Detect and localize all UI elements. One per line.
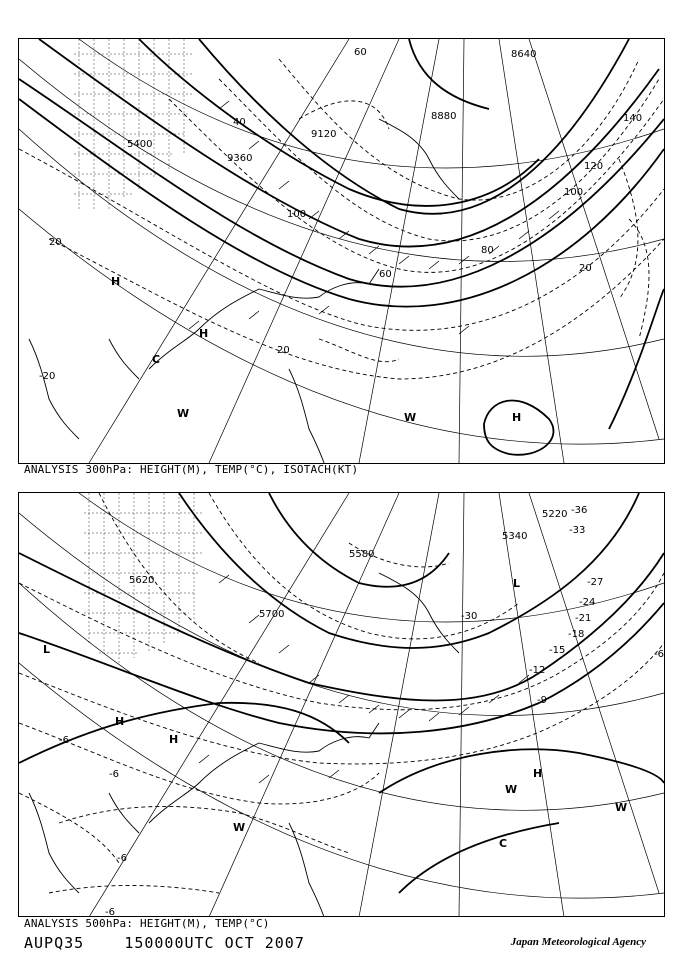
product-id: AUPQ35	[24, 934, 85, 952]
isotach-label-80: 80	[481, 245, 494, 256]
isotach-label-20c: 20	[277, 345, 290, 356]
temp-label-minus6d: -6	[105, 907, 115, 917]
high-center-3: H	[512, 411, 522, 424]
map-500hpa-canvas	[19, 493, 664, 917]
warm-center-3: W	[615, 801, 628, 814]
height-label-5340: 5340	[502, 531, 528, 542]
isotach-label-100b: 100	[564, 187, 584, 198]
agency-credit: Japan Meteorological Agency	[510, 936, 646, 948]
temp-label-minus24: -24	[579, 597, 596, 608]
map-300hpa-canvas	[19, 39, 664, 463]
warm-center-2: W	[505, 783, 518, 796]
isotach-label-100a: 100	[287, 209, 307, 220]
high-center-2: H	[199, 327, 209, 340]
height-label-9360: 9360	[227, 153, 253, 164]
isotach-label-60a: 60	[354, 47, 367, 58]
height-label-5620: 5620	[129, 575, 155, 586]
cold-center: C	[152, 353, 161, 366]
temp-label-minus9: -9	[537, 695, 547, 706]
warm-center-1: W	[233, 821, 246, 834]
isotach-label-20b: 20	[579, 263, 592, 274]
temp-label-minus20: -20	[39, 371, 56, 382]
isotach-label-40: 40	[233, 117, 246, 128]
height-contours-300	[19, 39, 664, 455]
isotach-label-140: 140	[623, 113, 643, 124]
isotach-label-60b: 60	[379, 269, 392, 280]
height-label-5580: 5580	[349, 549, 375, 560]
coastline-300	[29, 119, 459, 463]
temp-label-minus18: -18	[568, 629, 585, 640]
temp-label-minus15: -15	[549, 645, 566, 656]
height-label-9120: 9120	[311, 129, 337, 140]
valid-time: 150000UTC OCT 2007	[124, 934, 305, 952]
height-label-8880: 8880	[431, 111, 457, 122]
product-footer	[24, 934, 305, 952]
temp-label-minus27: -27	[587, 577, 604, 588]
warm-center-2: W	[404, 411, 417, 424]
caption-300hpa: ANALYSIS 300hPa: HEIGHT(M), TEMP(°C), ISOTACH(KT)	[24, 463, 359, 476]
temp-label-minus33: -33	[569, 525, 586, 536]
temp-label-minus6c: -6	[117, 853, 127, 864]
station-plots-300	[189, 101, 559, 334]
low-center-1: L	[43, 643, 51, 656]
map-panel-500hpa	[18, 492, 665, 917]
high-center-3: H	[115, 715, 125, 728]
high-center-1: H	[169, 733, 179, 746]
temp-label-minus12: -12	[529, 665, 546, 676]
temp-label-minus30: -30	[461, 611, 478, 622]
temp-label-minus36: -36	[571, 505, 588, 516]
isotach-label-20a: 20	[49, 237, 62, 248]
caption-500hpa: ANALYSIS 500hPa: HEIGHT(M), TEMP(°C)	[24, 917, 270, 930]
height-label-5400: 5400	[127, 139, 153, 150]
cold-center: C	[499, 837, 508, 850]
height-label-5220: 5220	[542, 509, 568, 520]
high-center-1: H	[111, 275, 121, 288]
height-label-5700: 5700	[259, 609, 285, 620]
warm-center-1: W	[177, 407, 190, 420]
isotach-lines-300	[19, 59, 664, 379]
isotach-label-120: 120	[584, 161, 604, 172]
temp-label-minus6e: -6	[654, 649, 664, 660]
coastline-500	[29, 573, 459, 917]
map-panel-300hpa	[18, 38, 665, 464]
height-label-8640: 8640	[511, 49, 537, 60]
low-center-2: L	[513, 577, 521, 590]
temp-label-minus21: -21	[575, 613, 592, 624]
graticule-500	[19, 493, 664, 917]
station-plots-500	[199, 575, 529, 783]
graticule-300	[19, 39, 664, 463]
temp-label-minus6b: -6	[109, 769, 119, 780]
high-center-2: H	[533, 767, 543, 780]
temp-label-minus6a: -6	[59, 735, 69, 746]
